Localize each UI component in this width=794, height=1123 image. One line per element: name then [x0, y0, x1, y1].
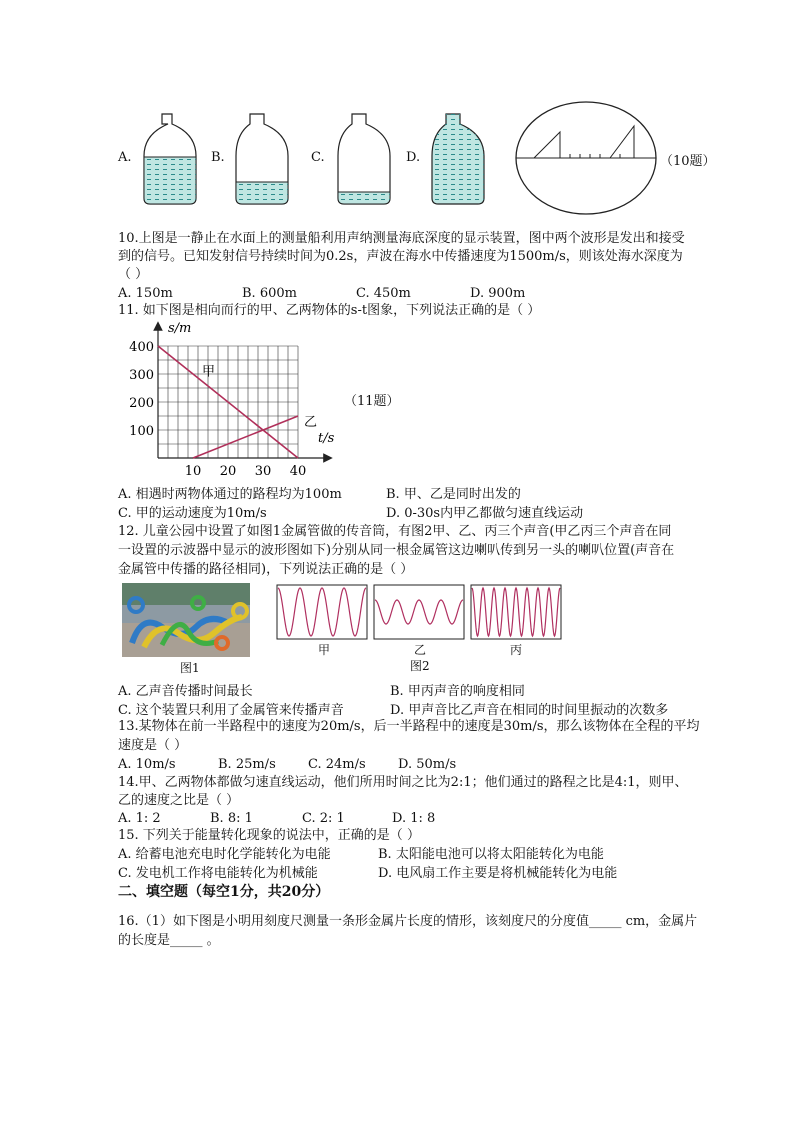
bottle-a	[144, 114, 196, 204]
q14-stem-line2: 乙的速度之比是（ ）	[118, 793, 240, 808]
q11-stem: 11. 如下图是相向而行的甲、乙两物体的s-t图象，下列说法正确的是（ ）	[118, 303, 541, 318]
x-tick-label: 30	[254, 464, 272, 475]
q14-option-c[interactable]: C. 2: 1	[302, 811, 345, 826]
bottle-option-a-label: A.	[118, 150, 132, 165]
q10-option-b[interactable]: B. 600m	[242, 286, 297, 301]
q12-stem-line2: 一设置的示波器中显示的波形图如下)分别从同一根金属管这边喇叭传到另一头的喇叭位置(声音在	[118, 543, 675, 558]
wave-label-jia: 甲	[318, 643, 331, 657]
wave-frame-jia	[277, 585, 367, 639]
q11-option-c[interactable]: C. 甲的运动速度为10m/s	[118, 506, 267, 521]
q10-option-a[interactable]: A. 150m	[118, 286, 173, 301]
q10-stem-line1: 10.上图是一静止在水面上的测量船利用声纳测量海底深度的显示装置，图中两个波形是发出和接受	[118, 231, 685, 246]
st-graph	[118, 320, 348, 475]
q10-figure-label: （10题）	[660, 154, 716, 169]
q12-option-c[interactable]: C. 这个装置只利用了金属管来传播声音	[118, 703, 344, 718]
q15-option-a[interactable]: A. 给蓄电池充电时化学能转化为电能	[118, 847, 331, 862]
q10-option-d[interactable]: D. 900m	[470, 286, 526, 301]
q14-option-a[interactable]: A. 1: 2	[118, 811, 161, 826]
wave-label-bing: 丙	[510, 643, 523, 657]
q10-stem-line2: 到的信号。已知发射信号持续时间为0.2s，声波在海水中传播速度为1500m/s，则该处海水深度为	[118, 249, 683, 264]
q12-option-a[interactable]: A. 乙声音传播时间最长	[118, 684, 253, 699]
wave-label-yi: 乙	[414, 643, 427, 657]
q12-stem-line1: 12. 儿童公园中设置了如图1金属管做的传音筒，有图2甲、乙、丙三个声音(甲乙丙三个声音在同	[118, 524, 672, 539]
bottles-drawing	[130, 112, 510, 208]
metal-pipe-photo	[122, 583, 250, 657]
x-tick-label: 20	[219, 464, 237, 475]
fig2-label: 图2	[410, 659, 430, 673]
q10-option-c[interactable]: C. 450m	[356, 286, 411, 301]
section-2-title: 二、填空题（每空1分，共20分）	[118, 884, 330, 900]
x-tick-label: 10	[184, 464, 202, 475]
q14-option-d[interactable]: D. 1: 8	[392, 811, 436, 826]
y-axis-label: s/m	[168, 321, 192, 336]
q13-stem-line1: 13.某物体在前一半路程中的速度为20m/s，后一半路程中的速度是30m/s，那么该物体在全程的平均	[118, 719, 700, 734]
series-line-yi	[193, 416, 298, 458]
q11-option-d[interactable]: D. 0-30s内甲乙都做匀速直线运动	[386, 506, 584, 521]
bottle-option-d-label: D.	[406, 150, 421, 165]
y-tick-label: 400	[129, 340, 154, 355]
q14-stem-line1: 14.甲、乙两物体都做匀速直线运动，他们所用时间之比为2:1；他们通过的路程之比是4:1，则甲、	[118, 775, 688, 790]
q16-stem-line2: 的长度是_____ 。	[118, 933, 220, 948]
q11-figure-label: （11题）	[344, 394, 400, 409]
q13-stem-line2: 速度是（ ）	[118, 738, 188, 753]
q11-option-b[interactable]: B. 甲、乙是同时出发的	[386, 487, 521, 502]
q11-option-a[interactable]: A. 相遇时两物体通过的路程均为100m	[118, 487, 342, 502]
fig1-label: 图1	[180, 661, 200, 675]
sonar-display-figure	[514, 100, 659, 216]
x-tick-label: 40	[289, 464, 307, 475]
x-axis-label: t/s	[318, 431, 335, 446]
q13-option-a[interactable]: A. 10m/s	[118, 757, 176, 772]
q15-option-c[interactable]: C. 发电机工作将电能转化为机械能	[118, 866, 318, 881]
q14-option-b[interactable]: B. 8: 1	[210, 811, 253, 826]
q12-stem-line3: 金属管中传播的路径相同)，下列说法正确的是（ ）	[118, 562, 414, 577]
y-tick-label: 200	[129, 396, 154, 411]
q13-option-d[interactable]: D. 50m/s	[398, 757, 457, 772]
series-label-yi: 乙	[304, 415, 318, 430]
q13-option-c[interactable]: C. 24m/s	[308, 757, 366, 772]
bottle-option-b-label: B.	[211, 150, 225, 165]
q15-stem: 15. 下列关于能量转化现象的说法中，正确的是（ ）	[118, 828, 420, 843]
bottle-d	[432, 114, 484, 204]
y-tick-label: 100	[129, 424, 154, 439]
q12-option-d[interactable]: D. 甲声音比乙声音在相同的时间里振动的次数多	[390, 703, 669, 718]
bottle-c	[338, 114, 390, 204]
q10-stem-line3: （ ）	[118, 267, 149, 282]
y-tick-label: 300	[129, 368, 154, 383]
q16-stem-line1: 16.（1）如下图是小明用刻度尺测量一条形金属片长度的情形，该刻度尺的分度值_____ cm，金属片	[118, 914, 698, 929]
bottle-option-c-label: C.	[311, 150, 325, 165]
wave-frame-yi	[374, 585, 464, 639]
bottle-b	[236, 114, 288, 204]
q15-option-b[interactable]: B. 太阳能电池可以将太阳能转化为电能	[378, 847, 604, 862]
waveforms-figure	[276, 584, 566, 640]
q13-option-b[interactable]: B. 25m/s	[218, 757, 276, 772]
series-label-jia: 甲	[202, 364, 216, 380]
q12-option-b[interactable]: B. 甲丙声音的响度相同	[390, 684, 525, 699]
q15-option-d[interactable]: D. 电风扇工作主要是将机械能转化为电能	[378, 866, 618, 881]
